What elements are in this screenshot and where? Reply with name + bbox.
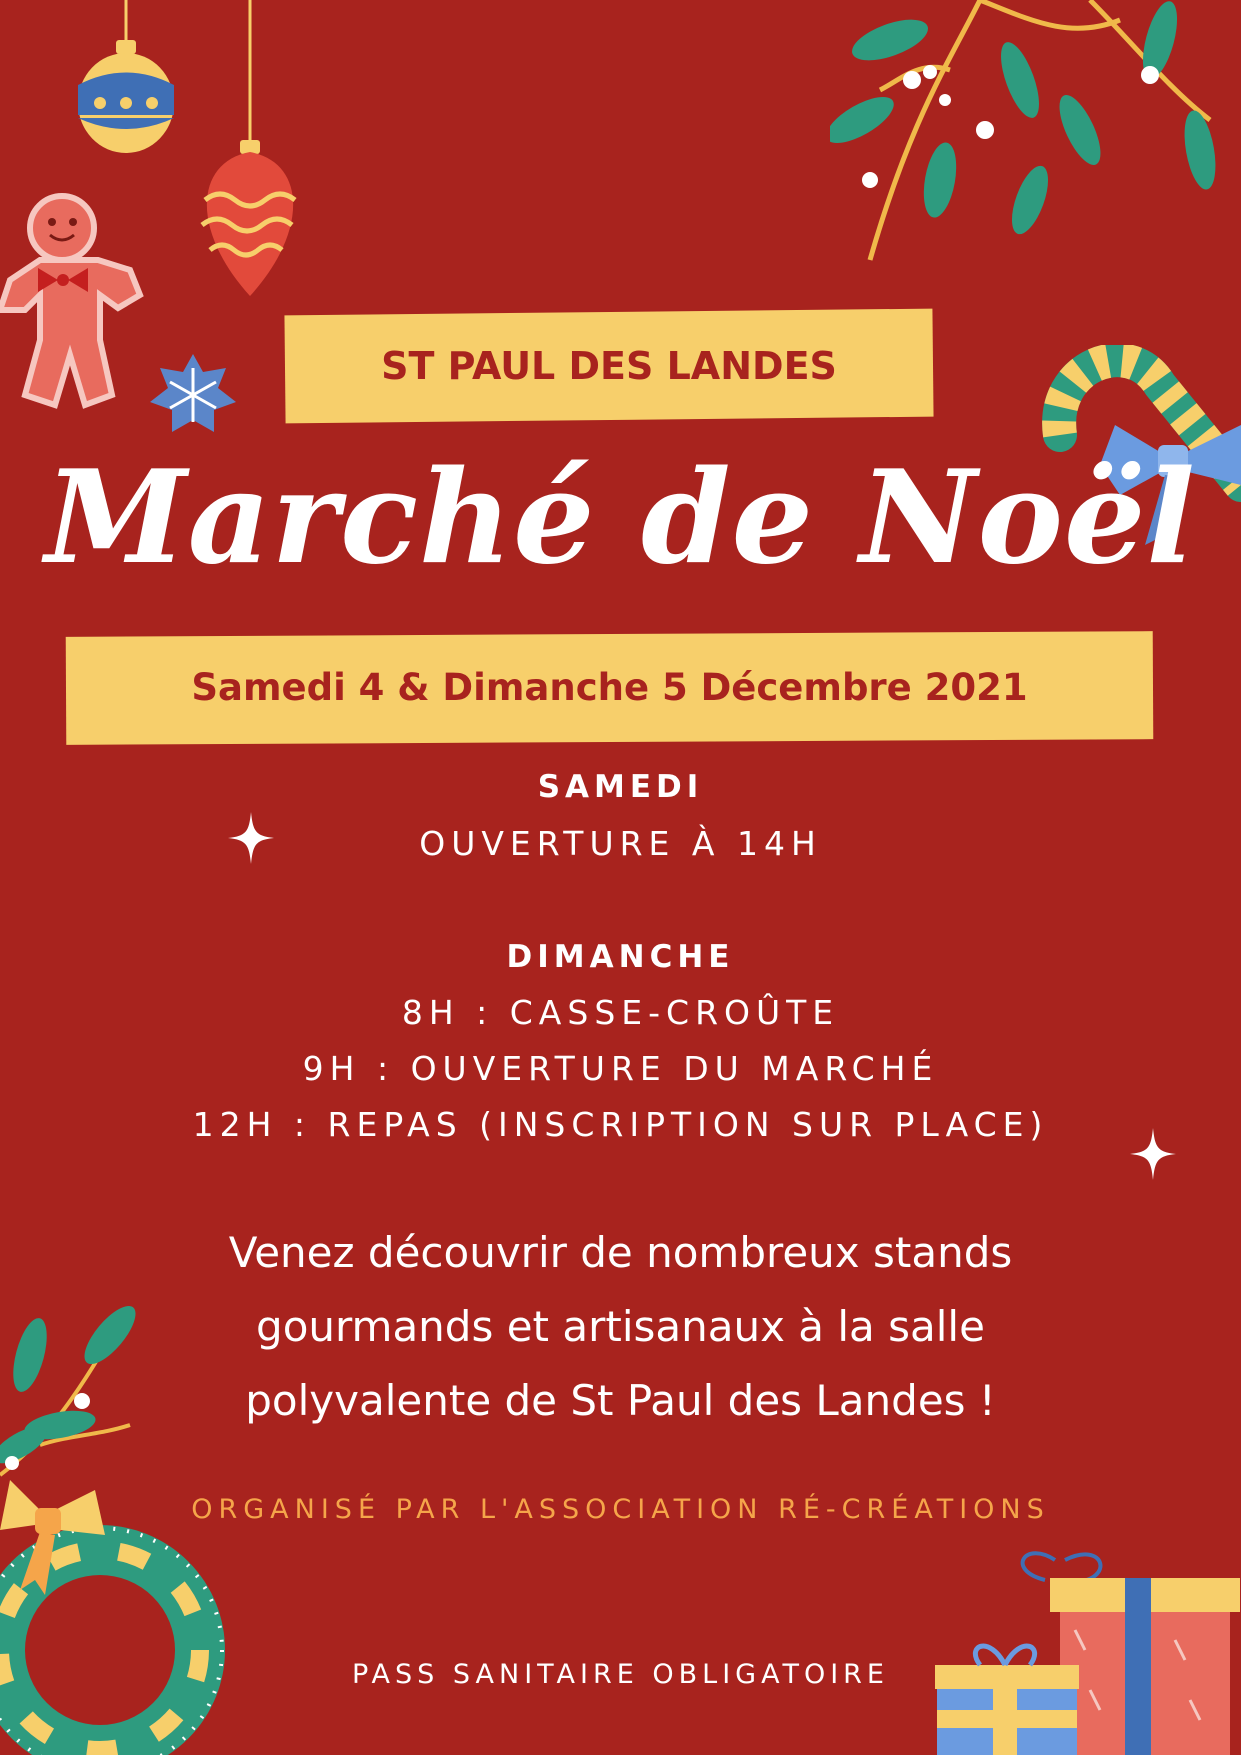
holly-branch-icon	[0, 1295, 150, 1495]
pass-notice: PASS SANITAIRE OBLIGATOIRE	[352, 1659, 889, 1690]
sunday-line: 12H : REPAS (INSCRIPTION SUR PLACE)	[192, 1105, 1049, 1144]
saturday-opening: OUVERTURE À 14H	[419, 824, 822, 863]
wreath-icon	[0, 1480, 270, 1755]
ornament-icon	[180, 0, 320, 300]
event-dates: Samedi 4 & Dimanche 5 Décembre 2021	[191, 666, 1028, 709]
ornament-icon	[60, 0, 190, 170]
sunday-line: 9H : OUVERTURE DU MARCHÉ	[302, 1049, 939, 1088]
description-line: polyvalente de St Paul des Landes !	[245, 1376, 996, 1425]
snowflake-icon	[148, 352, 238, 436]
gift-icon	[935, 1540, 1241, 1755]
town-name: ST PAUL DES LANDES	[381, 344, 837, 388]
organizer: ORGANISÉ PAR L'ASSOCIATION RÉ-CRÉATIONS	[191, 1494, 1050, 1525]
description-line: gourmands et artisanaux à la salle	[256, 1302, 985, 1351]
saturday-heading: SAMEDI	[537, 769, 704, 805]
sunday-heading: DIMANCHE	[506, 939, 735, 975]
sunday-line: 8H : CASSE-CROÛTE	[401, 993, 840, 1032]
description-line: Venez découvrir de nombreux stands	[228, 1228, 1013, 1277]
holly-branch-icon	[830, 0, 1241, 300]
gingerbread-icon	[0, 190, 145, 420]
page-title: Marché de Noël	[45, 443, 1196, 593]
